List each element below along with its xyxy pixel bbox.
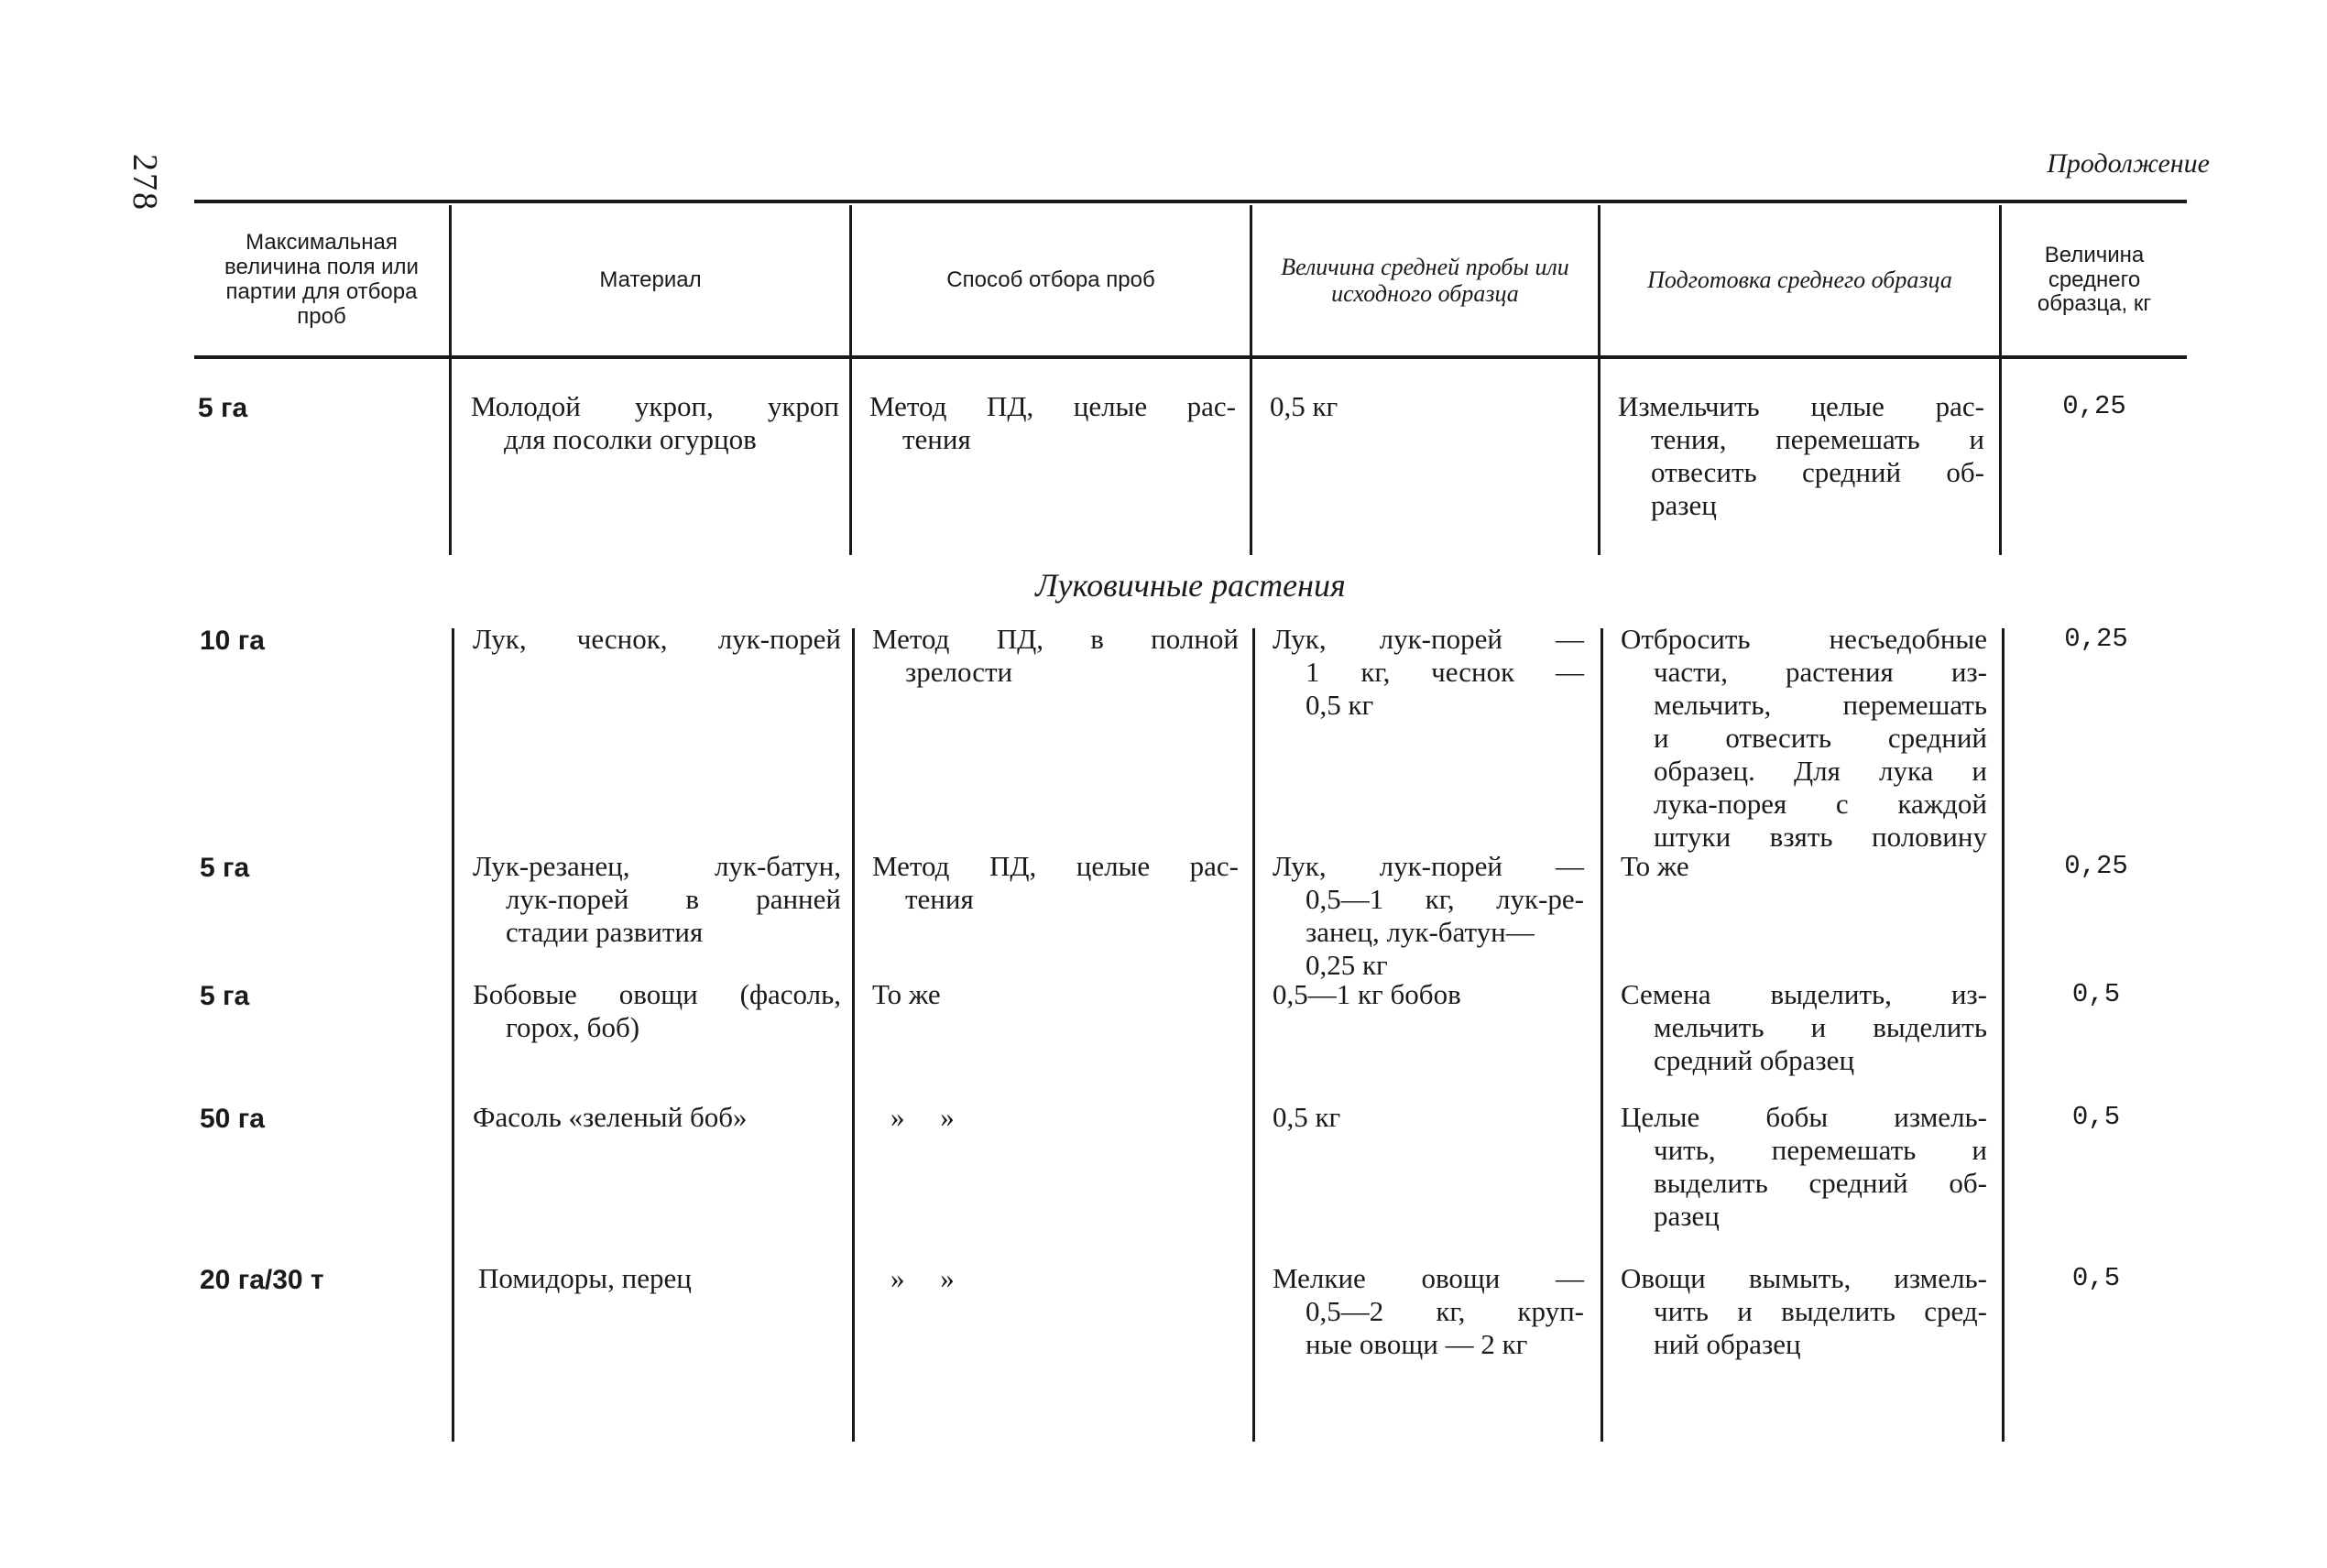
table-row-amount: Лук, лук-порей — 0,5—1 кг, лук-ре- занец, лук-батун— 0,25 кг <box>1273 850 1584 981</box>
table-row-method: » » <box>890 1101 955 1133</box>
table-row-method: » » <box>890 1262 955 1294</box>
table-row-material: Лук, чеснок, лук-порей <box>473 623 841 655</box>
column-separator <box>1598 359 1600 555</box>
table-row-preparation: Измельчить целые рас- тения, перемешать и отвесить средний об- разец <box>1618 390 1984 521</box>
table-row-field: 5 га <box>200 981 250 1011</box>
table-row-preparation: Целые бобы измель- чить, перемешать и выделить средний об- разец <box>1621 1101 1987 1232</box>
section-title: Луковичные растения <box>1035 567 1346 604</box>
column-separator <box>1999 359 2002 555</box>
table-top-rule <box>194 200 2187 203</box>
table-row-preparation: Отбросить несъедобные части, растения из- мельчить, перемешать и отвесить средний образец. Для лука и лука-порея с каждой штуки взять половину <box>1621 623 1987 853</box>
table-row-amount: Лук, лук-порей — 1 кг, чеснок — 0,5 кг <box>1273 623 1584 721</box>
table-row-sample: 0,5 <box>2071 1263 2121 1293</box>
header-sample-size: Величина среднего образца, кг <box>2037 242 2152 317</box>
header-preparation: Подготовка среднего образца <box>1647 267 1952 294</box>
table-row-preparation: Овощи вымыть, измель- чить и выделить сред- ний образец <box>1621 1262 1987 1360</box>
column-separator <box>452 628 454 1442</box>
table-row-amount: 0,5—1 кг бобов <box>1273 978 1461 1010</box>
column-separator <box>1252 628 1255 1442</box>
table-row-sample: 0,5 <box>2071 1102 2121 1132</box>
table-row-material: Фасоль «зеленый боб» <box>473 1101 748 1133</box>
table-row-method: Метод ПД, в полной зрелости <box>872 623 1239 688</box>
table-row-field: 50 га <box>200 1104 265 1134</box>
table-row-material: Лук-резанец, лук-батун, лук-порей в ранней стадии развития <box>473 850 841 948</box>
table-row-amount: 0,5 кг <box>1270 390 1338 422</box>
continuation-label: Продолжение <box>2047 148 2210 179</box>
column-separator <box>849 359 852 555</box>
column-separator <box>852 628 855 1442</box>
column-separator <box>1250 359 1252 555</box>
table-row-field: 10 га <box>200 626 265 656</box>
table-row-method: Метод ПД, целые рас- тения <box>869 390 1236 455</box>
page-number: 278 <box>126 154 164 212</box>
table-row-preparation: То же <box>1621 850 1689 882</box>
table-row-sample: 0,25 <box>2064 851 2128 881</box>
table-row-preparation: Семена выделить, из- мельчить и выделить средний образец <box>1621 978 1987 1076</box>
table-row-amount: 0,5 кг <box>1273 1101 1341 1133</box>
table-row-field: 5 га <box>200 853 250 883</box>
table-row-sample: 0,25 <box>2062 391 2126 421</box>
table-row-material: Молодой укроп, укроп для посолки огурцов <box>471 390 839 455</box>
header-bottom-rule <box>194 355 2187 359</box>
table-row-field: 5 га <box>198 393 248 423</box>
table-row-method: Метод ПД, целые рас- тения <box>872 850 1239 915</box>
header-field-size: Максимальная величина поля или партии для отбора проб <box>224 230 419 329</box>
header-material: Материал <box>599 267 702 292</box>
table-row-material: Бобовые овощи (фасоль, горох, боб) <box>473 978 841 1043</box>
table <box>194 200 2187 1438</box>
header-average-sample: Величина средней пробы или исходного образца <box>1281 253 1569 307</box>
table-row-amount: Мелкие овощи — 0,5—2 кг, круп- ные овощи — 2 кг <box>1273 1262 1584 1360</box>
header-sampling-method: Способ отбора проб <box>946 267 1155 292</box>
table-row-sample: 0,25 <box>2064 624 2128 654</box>
table-row-material: Помидоры, перец <box>478 1262 692 1294</box>
table-row-field: 20 га/30 т <box>200 1265 324 1295</box>
column-separator <box>2002 628 2005 1442</box>
table-row-sample: 0,5 <box>2071 979 2121 1009</box>
column-separator <box>449 359 452 555</box>
column-separator <box>1600 628 1603 1442</box>
table-row-method: То же <box>872 978 941 1010</box>
